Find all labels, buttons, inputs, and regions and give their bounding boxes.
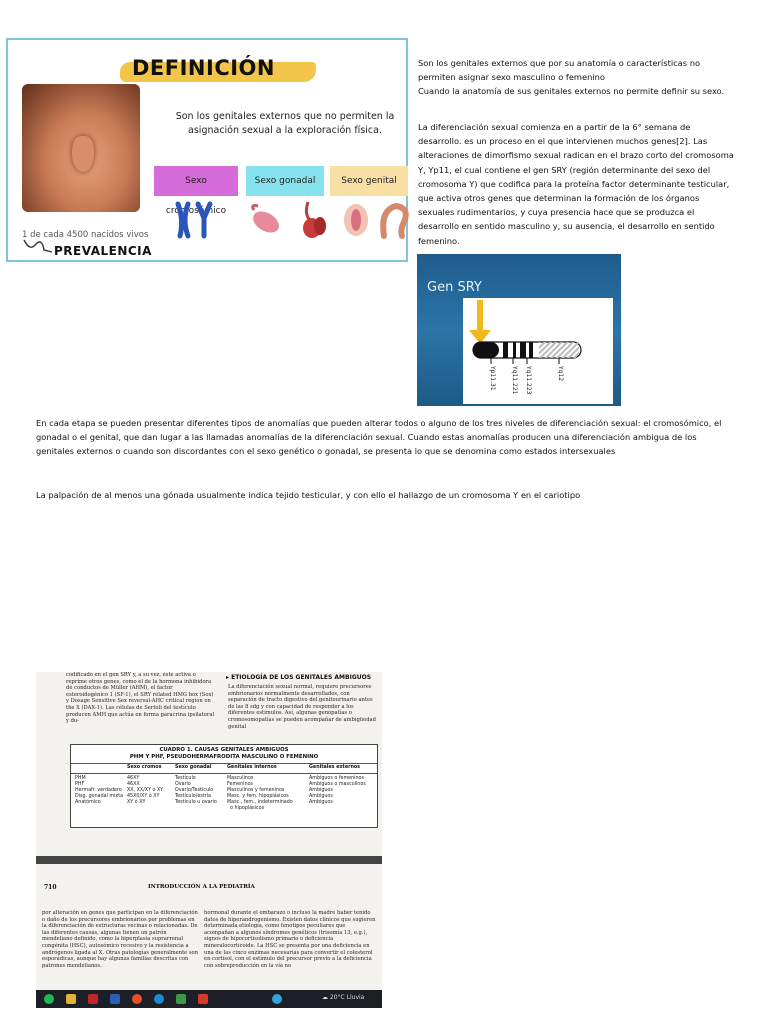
band-label-2: Yq11.221 bbox=[511, 366, 518, 395]
page-header: INTRODUCCIÓN A LA PEDIATRÍA bbox=[148, 884, 255, 890]
definition-paragraph bbox=[418, 56, 736, 99]
table-header-4: Genitales externos bbox=[309, 765, 361, 770]
table-header-1: Sexo cromos bbox=[127, 765, 162, 770]
weather-widget[interactable]: ☁ 20°C Lluvia bbox=[322, 994, 365, 1001]
scanned-textbook-page bbox=[36, 672, 382, 1006]
pdf-icon[interactable] bbox=[198, 994, 208, 1004]
page-divider bbox=[36, 856, 382, 864]
spotify-icon[interactable] bbox=[44, 994, 54, 1004]
file-explorer-icon[interactable] bbox=[66, 994, 76, 1004]
chrome-icon[interactable] bbox=[132, 994, 142, 1004]
table-col-internal: Masculinos Femeninos Masculinos y femeninos Masc. y fem. hipoplásicos Masc., fem., indeterminado o hipoplásicos bbox=[227, 776, 293, 811]
sexual-differentiation-paragraph: La diferenciación sexual comienza en a partir de la 6° semana de desarrollo. es un proceso en el que intervienen muchos genes[2]. Las alteraciones de dimorfismo sexual radican en el brazo corto del cromosoma Y, Yp11, el cual contiene el gen SRY (región determinante del sexo del cromosoma Y) que codifica para la proteína factor determinante testicular, que activa otros genes que determinan la formación de los órganos sexuales rudimentarios, y cuya presencia hace que se produzca el desarrollo en sentido masculino y, su ausencia, el desarrollo en sentido femenino. bbox=[418, 122, 734, 246]
table-col-external: Ambiguos o femeninos Ambiguos o masculinos Ambiguos Ambiguos Ambiguos bbox=[309, 776, 366, 805]
category-gonadal: Sexo gonadal bbox=[246, 166, 324, 196]
definition-line-1: Son los genitales externos que por su anatomía o características no permiten asignar sexo masculino o femenino bbox=[418, 58, 701, 83]
table-title: CUADRO 1. CAUSAS GENITALES AMBIGUOS bbox=[159, 747, 289, 753]
settings-icon[interactable] bbox=[272, 994, 282, 1004]
arrow-squiggle-icon bbox=[22, 238, 54, 256]
scan-right-column: La diferenciación sexual normal, requiere precursores embrionarios normalmente desarrollados, con separación de tracto digestivo del genitourinario antes de las 8 sdg y con capacidad de responder a los diferentes estímulos. Así, algunas genopatías o cromosomopatías se pueden acompañar de ambigüedad genital bbox=[228, 684, 376, 730]
clinical-photo bbox=[22, 84, 140, 212]
anomalies-paragraph: En cada etapa se pueden presentar diferentes tipos de anomalías que pueden alterar todos o alguno de los tres niveles de diferenciación sexual: el cromosómico, el gonadal o el genital, que dan lugar a las llamadas anomalías de la diferenciación sexual. Cuando estas anomalías producen una diferenciación ambigua de los genitales externos o cuando son discordantes con el sexo genético o gonadal, se presenta lo que se denomina como estados intersexuales bbox=[36, 418, 722, 457]
word-icon[interactable] bbox=[110, 994, 120, 1004]
band-label-1: Yp11.31 bbox=[489, 366, 496, 391]
prevalence-figure: 1 de cada 4500 nacidos vivos bbox=[22, 230, 149, 240]
slide-definition-text: Son los genitales externos que no permiten la asignación sexual a la exploración física. bbox=[175, 111, 395, 136]
chromosome-icon bbox=[174, 200, 214, 240]
gen-sry-title: Gen SRY bbox=[427, 280, 482, 295]
scan-bottom-left: por alteración en genes que participan en la diferenciación o daño de los precursores embrionarios por problemas en la diferenciación de estructuras vecinas o relacionadas. De las diferentes causas, algunas tienen un patrón mendeliano definido, como la hiperplasia suprarrenal congénita (HSC), autosómico recesivo y la resistencia a andrógenos ligada al X. Otras patologías generalmente son esporádicas, aunque hay algunas familias descritas con patrones mendelianos. bbox=[42, 910, 199, 969]
male-genital-icon bbox=[374, 200, 414, 240]
table-header-2: Sexo gonadal bbox=[175, 765, 212, 770]
causes-table bbox=[70, 744, 378, 828]
table-subtitle: PHM Y PHF, PSEUDOHERMAFRODITA MASCULINO O FEMENINO bbox=[129, 754, 319, 760]
slide-title: DEFINICIÓN bbox=[132, 56, 275, 80]
band-label-4: Yq12 bbox=[557, 366, 564, 382]
gen-sry-image bbox=[417, 254, 621, 406]
chromosome-y-diagram bbox=[463, 298, 613, 404]
ovary-icon bbox=[248, 200, 288, 240]
edge-icon[interactable] bbox=[154, 994, 164, 1004]
band-label-3: Yq11.223 bbox=[525, 366, 532, 395]
scan-heading: ▸ ETIOLOGÍA DE LOS GENITALES AMBIGUOS bbox=[226, 674, 372, 681]
table-col-gonadal: Testículo Ovario Ovario/Testículo Testículo/estría Testículo u ovario bbox=[175, 776, 217, 805]
category-chromosomal: Sexo cromosómico bbox=[154, 166, 238, 196]
scan-bottom-right: hormonal durante el embarazo o incluso la madre haber tenido datos de hiperandrogenismo. Existen datos clínicos que sugieren determinada etiología, como fenotipos peculiares que acompañan a algunos síndromes genéticos (trisomía 13, e.g.), signos de hipocortisolismo primario o deficiencia mineralocorticoide. La HSC se presenta por una deficiencia en una de las cinco enzimas necesarias para convertir el colesterol en cortisol, con el estímulo del precursor previo a la deficiencia con sobreproducción en la vía no bbox=[204, 910, 376, 969]
netflix-icon[interactable] bbox=[88, 994, 98, 1004]
testis-icon bbox=[294, 200, 334, 240]
category-genital: Sexo genital bbox=[330, 166, 408, 196]
windows-taskbar bbox=[36, 990, 382, 1008]
table-header-3: Genitales internos bbox=[227, 765, 277, 770]
scan-left-column: codificado en el gen SRY y, a su vez, éste activa o reprime otros genes, como el de la hormona inhibidora de conductos de Müller (AHM), el factor esteroidogénico 1 (SF-1), el SRY related HMG box (Sox) y Dosage Sensitive Sex reversal-AHC critical region on the X (DAX-1). Las células de Sertoli del testículo producen AMH que actúa en forma paracrina ipsilateral y du- bbox=[66, 672, 215, 725]
table-col-diagnosis: PHM PHF Hermafr. verdadero Disg. gonadal mixta Anatómico bbox=[75, 776, 124, 805]
table-col-karyotype: 46XY 46XX XX, XX/XY ó XY 45X0/XY ó XY XY ó XY bbox=[127, 776, 164, 805]
prevalence-label: PREVALENCIA bbox=[54, 244, 152, 258]
female-genital-icon bbox=[336, 200, 376, 240]
app-icon[interactable] bbox=[176, 994, 186, 1004]
page-number: 710 bbox=[44, 884, 57, 891]
definition-line-2: Cuando la anatomía de sus genitales externos no permite definir su sexo. bbox=[418, 86, 725, 97]
chromosome-panel bbox=[463, 298, 613, 404]
palpation-paragraph: La palpación de al menos una gónada usualmente indica tejido testicular, y con ello el hallazgo de un cromosoma Y en el cariotipo bbox=[36, 490, 581, 500]
definition-slide bbox=[6, 38, 408, 262]
